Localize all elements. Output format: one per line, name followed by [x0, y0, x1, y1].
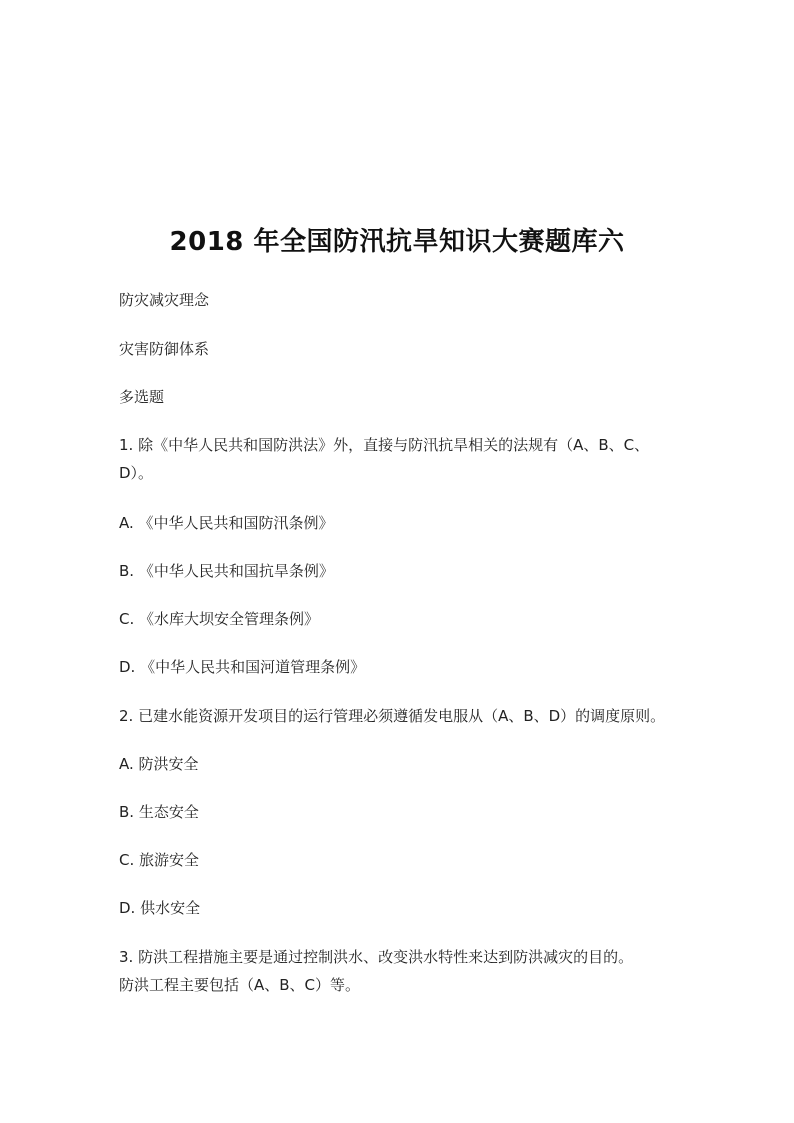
- section-heading-disaster-concept: 防灾减灾理念: [119, 291, 210, 309]
- question-1-option-a: A. 《中华人民共和国防汛条例》: [119, 514, 334, 532]
- question-3-text: 3. 防洪工程措施主要是通过控制洪水、改变洪水特性来达到防洪减灾的目的。: [119, 948, 634, 966]
- question-2-option-b: B. 生态安全: [119, 803, 199, 821]
- section-heading-multiple-choice: 多选题: [119, 388, 165, 406]
- question-1-option-b: B. 《中华人民共和国抗旱条例》: [119, 562, 334, 580]
- question-1-text-continued: D）。: [119, 464, 154, 482]
- question-1-option-c: C. 《水库大坝安全管理条例》: [119, 610, 320, 628]
- document-title: 2018 年全国防汛抗旱知识大赛题库六: [169, 227, 625, 257]
- question-1-text: 1. 除《中华人民共和国防洪法》外，直接与防汛抗旱相关的法规有（A、B、C、: [119, 436, 650, 454]
- question-2-text: 2. 已建水能资源开发项目的运行管理必须遵循发电服从（A、B、D）的调度原则。: [119, 707, 666, 725]
- question-2-option-c: C. 旅游安全: [119, 851, 200, 869]
- question-2-option-d: D. 供水安全: [119, 899, 201, 917]
- section-heading-defense-system: 灾害防御体系: [119, 340, 210, 358]
- question-2-option-a: A. 防洪安全: [119, 755, 199, 773]
- question-1-option-d: D. 《中华人民共和国河道管理条例》: [119, 658, 366, 676]
- question-3-text-continued: 防洪工程主要包括（A、B、C）等。: [119, 976, 361, 994]
